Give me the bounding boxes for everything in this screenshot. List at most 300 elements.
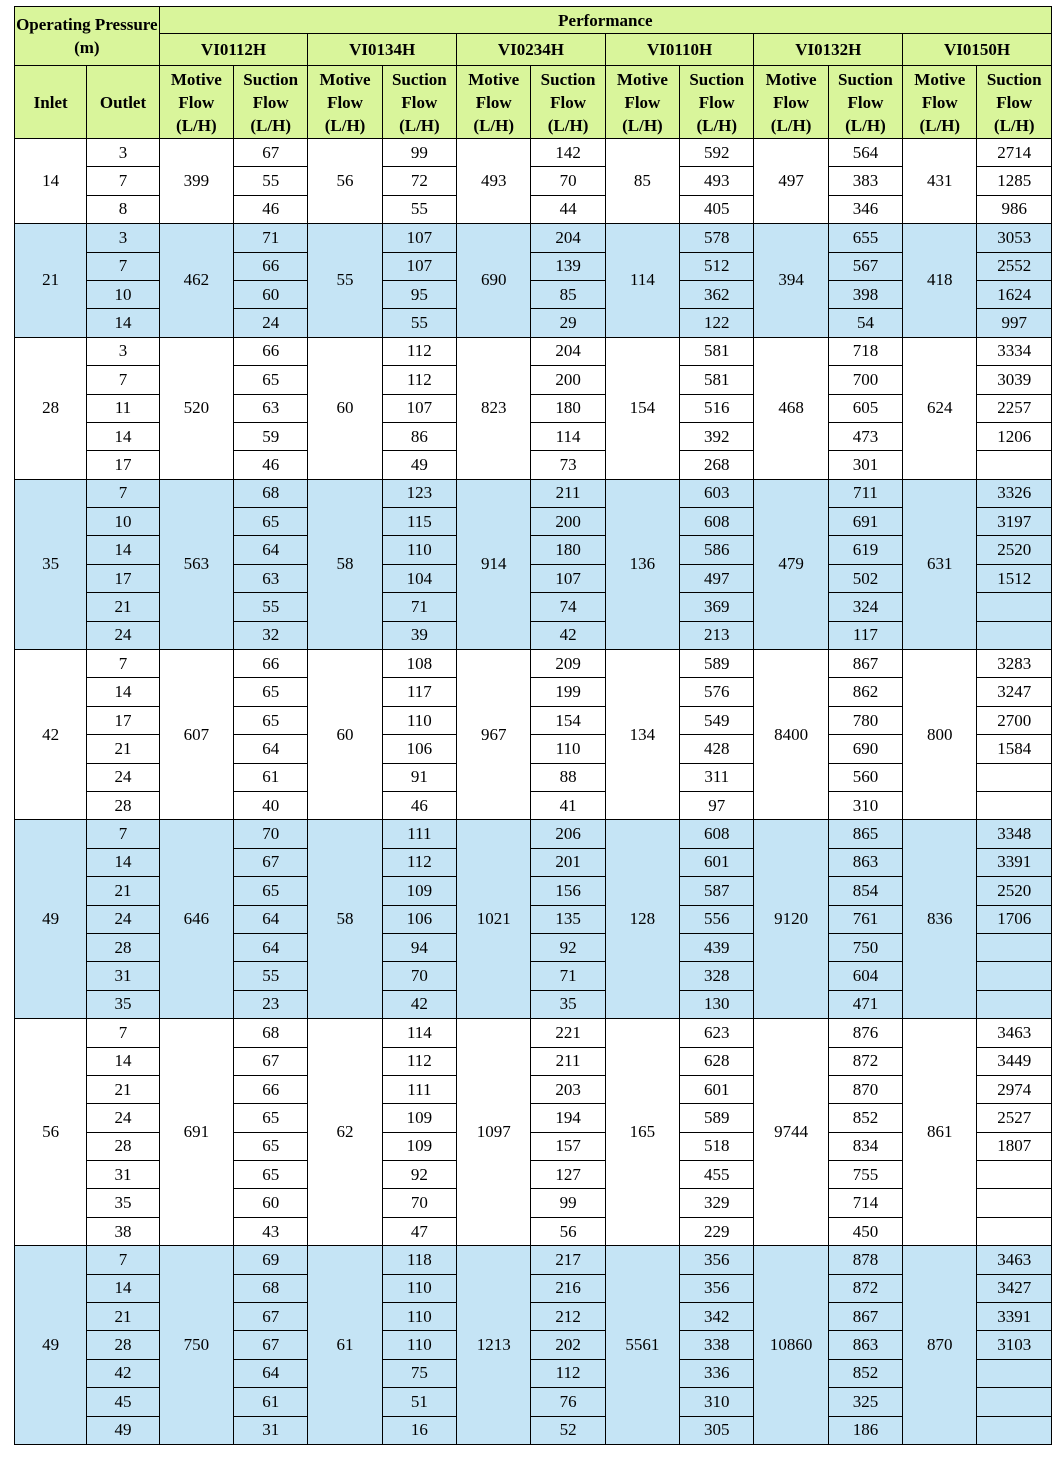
outlet-cell: 7 — [87, 366, 159, 394]
suction-flow-cell: 305 — [680, 1416, 754, 1444]
motive-flow-cell: 690 — [457, 224, 531, 338]
suction-flow-cell: 71 — [234, 224, 308, 252]
motive-flow-cell: 62 — [308, 1019, 382, 1246]
suction-flow-cell: 63 — [234, 394, 308, 422]
outlet-cell: 28 — [87, 791, 159, 819]
suction-flow-cell: 750 — [828, 933, 902, 961]
inlet-cell: 42 — [15, 650, 87, 820]
suction-flow-cell: 75 — [382, 1359, 456, 1387]
model-header: VI0112H — [159, 34, 308, 66]
motive-flow-cell: 136 — [605, 479, 679, 649]
suction-flow-cell: 587 — [680, 877, 754, 905]
suction-flow-cell: 32 — [234, 621, 308, 649]
suction-flow-cell: 63 — [234, 564, 308, 592]
suction-flow-cell: 608 — [680, 820, 754, 848]
suction-flow-cell: 878 — [828, 1246, 902, 1274]
header-line: (L/H) — [696, 115, 738, 135]
suction-flow-cell: 3449 — [977, 1047, 1052, 1075]
suction-flow-cell: 200 — [531, 508, 605, 536]
header-line: (L/H) — [993, 115, 1035, 135]
motive-flow-cell: 462 — [159, 224, 233, 338]
outlet-cell: 7 — [87, 820, 159, 848]
outlet-cell: 14 — [87, 536, 159, 564]
suction-flow-cell: 139 — [531, 252, 605, 280]
suction-flow-cell: 112 — [382, 366, 456, 394]
outlet-cell: 17 — [87, 451, 159, 479]
outlet-cell: 21 — [87, 735, 159, 763]
suction-flow-cell: 35 — [531, 990, 605, 1018]
outlet-cell: 7 — [87, 252, 159, 280]
suction-flow-cell: 111 — [382, 820, 456, 848]
suction-flow-cell: 512 — [680, 252, 754, 280]
suction-flow-cell: 201 — [531, 848, 605, 876]
header-line: Flow — [401, 92, 438, 112]
performance-table — [14, 6, 1052, 1445]
header-line: (L/H) — [919, 115, 961, 135]
suction-flow-cell: 3247 — [977, 678, 1052, 706]
suction-flow-cell: 589 — [680, 650, 754, 678]
header-line: Flow — [698, 92, 735, 112]
suction-flow-cell: 3427 — [977, 1274, 1052, 1302]
table-row — [15, 139, 1052, 167]
table-row — [15, 1246, 1052, 1274]
inlet-cell: 49 — [15, 820, 87, 1019]
header-line: Flow — [550, 92, 586, 112]
suction-flow-cell: 110 — [382, 1274, 456, 1302]
suction-flow-cell: 780 — [828, 706, 902, 734]
outlet-cell: 21 — [87, 593, 159, 621]
outlet-cell: 24 — [87, 905, 159, 933]
header-line: Flow — [475, 92, 512, 112]
outlet-cell: 42 — [87, 1359, 159, 1387]
motive-flow-cell: 128 — [605, 820, 679, 1019]
suction-flow-header — [828, 66, 902, 139]
header-line: (L/H) — [547, 115, 589, 135]
suction-flow-cell: 109 — [382, 877, 456, 905]
suction-flow-cell: 49 — [382, 451, 456, 479]
outlet-cell: 14 — [87, 678, 159, 706]
suction-flow-header — [234, 66, 308, 139]
suction-flow-cell: 502 — [828, 564, 902, 592]
outlet-cell: 24 — [87, 1104, 159, 1132]
suction-flow-cell: 118 — [382, 1246, 456, 1274]
suction-flow-cell — [977, 1217, 1052, 1245]
outlet-cell: 35 — [87, 990, 159, 1018]
suction-flow-cell: 362 — [680, 280, 754, 308]
motive-flow-cell: 399 — [159, 139, 233, 224]
motive-flow-cell: 967 — [457, 650, 531, 820]
suction-flow-cell: 1512 — [977, 564, 1052, 592]
header-line: (L/H) — [770, 115, 812, 135]
suction-flow-cell: 65 — [234, 508, 308, 536]
motive-flow-cell: 56 — [308, 139, 382, 224]
header-line: Motive — [616, 69, 668, 89]
motive-flow-cell: 836 — [903, 820, 977, 1019]
suction-flow-cell: 135 — [531, 905, 605, 933]
motive-flow-cell: 60 — [308, 337, 382, 479]
suction-flow-cell: 2257 — [977, 394, 1052, 422]
motive-flow-cell: 1213 — [457, 1246, 531, 1445]
suction-flow-cell: 40 — [234, 791, 308, 819]
suction-flow-cell: 92 — [531, 933, 605, 961]
suction-flow-cell: 867 — [828, 650, 902, 678]
header-line: Motive — [319, 69, 371, 89]
suction-flow-cell: 581 — [680, 337, 754, 365]
suction-flow-header — [531, 66, 605, 139]
suction-flow-cell: 1807 — [977, 1132, 1052, 1160]
suction-flow-cell: 65 — [234, 678, 308, 706]
suction-flow-cell: 204 — [531, 224, 605, 252]
pressure-group — [15, 139, 1052, 224]
pressure-group — [15, 224, 1052, 338]
suction-flow-cell: 59 — [234, 422, 308, 450]
suction-flow-header — [680, 66, 754, 139]
suction-flow-cell: 55 — [382, 195, 456, 223]
suction-flow-cell: 110 — [382, 536, 456, 564]
suction-flow-cell — [977, 451, 1052, 479]
motive-flow-cell: 10860 — [754, 1246, 828, 1445]
outlet-cell: 45 — [87, 1388, 159, 1416]
motive-flow-cell: 631 — [903, 479, 977, 649]
suction-flow-cell: 72 — [382, 167, 456, 195]
motive-flow-cell: 624 — [903, 337, 977, 479]
suction-flow-cell: 122 — [680, 309, 754, 337]
suction-flow-cell: 398 — [828, 280, 902, 308]
suction-flow-cell: 310 — [828, 791, 902, 819]
outlet-cell: 21 — [87, 1303, 159, 1331]
motive-flow-cell: 58 — [308, 820, 382, 1019]
suction-flow-cell: 2974 — [977, 1075, 1052, 1103]
suction-flow-cell: 107 — [382, 252, 456, 280]
suction-flow-cell: 47 — [382, 1217, 456, 1245]
suction-flow-cell: 69 — [234, 1246, 308, 1274]
suction-flow-cell: 94 — [382, 933, 456, 961]
suction-flow-cell: 592 — [680, 139, 754, 167]
suction-flow-cell: 209 — [531, 650, 605, 678]
suction-flow-cell: 42 — [382, 990, 456, 1018]
suction-flow-cell: 455 — [680, 1161, 754, 1189]
header-line: Motive — [765, 69, 817, 89]
suction-flow-cell: 114 — [382, 1019, 456, 1047]
suction-flow-cell: 342 — [680, 1303, 754, 1331]
header-line: (L/H) — [473, 115, 515, 135]
suction-flow-cell — [977, 1388, 1052, 1416]
suction-flow-cell: 2700 — [977, 706, 1052, 734]
suction-flow-cell: 60 — [234, 1189, 308, 1217]
suction-flow-cell: 73 — [531, 451, 605, 479]
outlet-cell: 3 — [87, 337, 159, 365]
suction-flow-cell: 211 — [531, 1047, 605, 1075]
motive-flow-cell: 493 — [457, 139, 531, 224]
suction-flow-cell: 156 — [531, 877, 605, 905]
suction-flow-cell: 111 — [382, 1075, 456, 1103]
suction-flow-cell: 67 — [234, 1047, 308, 1075]
suction-flow-cell: 601 — [680, 848, 754, 876]
suction-flow-cell: 66 — [234, 337, 308, 365]
header-line: (L/H) — [250, 115, 291, 135]
suction-flow-cell: 711 — [828, 479, 902, 507]
suction-flow-cell: 60 — [234, 280, 308, 308]
suction-flow-cell: 44 — [531, 195, 605, 223]
table-row — [15, 479, 1052, 507]
suction-flow-cell: 211 — [531, 479, 605, 507]
inlet-cell: 49 — [15, 1246, 87, 1445]
outlet-cell: 14 — [87, 1274, 159, 1302]
outlet-cell: 14 — [87, 848, 159, 876]
outlet-cell: 8 — [87, 195, 159, 223]
suction-flow-cell: 405 — [680, 195, 754, 223]
suction-flow-cell: 1624 — [977, 280, 1052, 308]
header-line: Flow — [773, 92, 810, 112]
suction-flow-cell: 700 — [828, 366, 902, 394]
suction-flow-cell: 2552 — [977, 252, 1052, 280]
suction-flow-cell: 608 — [680, 508, 754, 536]
header-line: Flow — [178, 92, 215, 112]
suction-flow-cell: 99 — [531, 1189, 605, 1217]
suction-flow-cell: 212 — [531, 1303, 605, 1331]
suction-flow-cell: 450 — [828, 1217, 902, 1245]
motive-flow-cell: 468 — [754, 337, 828, 479]
header-line: Flow — [847, 92, 884, 112]
outlet-cell: 7 — [87, 1019, 159, 1047]
suction-flow-cell: 383 — [828, 167, 902, 195]
suction-flow-cell: 142 — [531, 139, 605, 167]
suction-flow-cell: 834 — [828, 1132, 902, 1160]
outlet-cell: 38 — [87, 1217, 159, 1245]
suction-flow-cell: 865 — [828, 820, 902, 848]
motive-flow-cell: 9744 — [754, 1019, 828, 1246]
suction-flow-cell: 3197 — [977, 508, 1052, 536]
header-line: Flow — [921, 92, 958, 112]
outlet-cell: 17 — [87, 564, 159, 592]
suction-flow-cell: 68 — [234, 479, 308, 507]
suction-flow-cell: 61 — [234, 763, 308, 791]
suction-flow-cell: 64 — [234, 735, 308, 763]
motive-flow-header — [754, 66, 828, 139]
suction-flow-cell: 718 — [828, 337, 902, 365]
suction-flow-cell: 204 — [531, 337, 605, 365]
header-line: Flow — [252, 92, 289, 112]
suction-flow-cell: 3391 — [977, 1303, 1052, 1331]
suction-flow-cell: 691 — [828, 508, 902, 536]
motive-flow-cell: 154 — [605, 337, 679, 479]
suction-flow-cell: 99 — [382, 139, 456, 167]
motive-flow-cell: 394 — [754, 224, 828, 338]
suction-flow-cell: 1206 — [977, 422, 1052, 450]
suction-flow-cell: 3053 — [977, 224, 1052, 252]
operating-pressure-header: Operating Pressure (m) — [15, 7, 160, 66]
suction-flow-cell: 16 — [382, 1416, 456, 1444]
suction-flow-cell — [977, 1189, 1052, 1217]
suction-flow-cell: 392 — [680, 422, 754, 450]
suction-flow-cell: 194 — [531, 1104, 605, 1132]
suction-flow-cell: 356 — [680, 1246, 754, 1274]
pressure-group — [15, 479, 1052, 649]
header-line: Suction — [243, 69, 299, 89]
motive-flow-cell: 691 — [159, 1019, 233, 1246]
pressure-group — [15, 1246, 1052, 1445]
suction-flow-cell: 65 — [234, 1104, 308, 1132]
header-line: Flow — [996, 92, 1033, 112]
suction-flow-cell: 51 — [382, 1388, 456, 1416]
outlet-cell: 28 — [87, 1132, 159, 1160]
motive-flow-cell: 58 — [308, 479, 382, 649]
inlet-cell: 21 — [15, 224, 87, 338]
outlet-cell: 14 — [87, 422, 159, 450]
suction-flow-cell: 112 — [382, 337, 456, 365]
motive-flow-header — [308, 66, 382, 139]
suction-flow-cell: 310 — [680, 1388, 754, 1416]
motive-flow-cell: 1097 — [457, 1019, 531, 1246]
suction-flow-cell: 130 — [680, 990, 754, 1018]
outlet-cell: 10 — [87, 508, 159, 536]
suction-flow-cell: 46 — [234, 195, 308, 223]
motive-flow-cell: 8400 — [754, 650, 828, 820]
suction-flow-cell: 369 — [680, 593, 754, 621]
model-header: VI0132H — [754, 34, 903, 66]
motive-flow-cell: 823 — [457, 337, 531, 479]
outlet-header: Outlet — [87, 66, 159, 139]
header-line: Motive — [468, 69, 520, 89]
suction-flow-cell: 55 — [234, 167, 308, 195]
motive-flow-cell: 1021 — [457, 820, 531, 1019]
model-header: VI0234H — [457, 34, 606, 66]
motive-flow-cell: 870 — [903, 1246, 977, 1445]
suction-flow-cell: 325 — [828, 1388, 902, 1416]
suction-flow-cell: 852 — [828, 1359, 902, 1387]
pressure-group — [15, 1019, 1052, 1246]
header-line: Suction — [838, 69, 893, 89]
suction-flow-cell: 46 — [234, 451, 308, 479]
suction-flow-cell: 68 — [234, 1274, 308, 1302]
pressure-group — [15, 650, 1052, 820]
suction-flow-cell: 221 — [531, 1019, 605, 1047]
suction-flow-cell: 56 — [531, 1217, 605, 1245]
model-header: VI0110H — [605, 34, 754, 66]
suction-flow-cell: 3334 — [977, 337, 1052, 365]
suction-flow-cell: 1584 — [977, 735, 1052, 763]
suction-flow-cell: 268 — [680, 451, 754, 479]
suction-flow-cell: 852 — [828, 1104, 902, 1132]
suction-flow-cell: 117 — [828, 621, 902, 649]
suction-flow-cell: 65 — [234, 877, 308, 905]
suction-flow-cell: 67 — [234, 848, 308, 876]
motive-flow-cell: 800 — [903, 650, 977, 820]
suction-flow-cell: 64 — [234, 1359, 308, 1387]
suction-flow-cell: 863 — [828, 1331, 902, 1359]
outlet-cell: 21 — [87, 1075, 159, 1103]
suction-flow-cell: 2520 — [977, 877, 1052, 905]
suction-flow-cell: 95 — [382, 280, 456, 308]
suction-flow-cell — [977, 791, 1052, 819]
table-row — [15, 650, 1052, 678]
inlet-cell: 35 — [15, 479, 87, 649]
suction-flow-cell — [977, 933, 1052, 961]
suction-flow-cell: 66 — [234, 650, 308, 678]
suction-flow-cell: 329 — [680, 1189, 754, 1217]
outlet-cell: 49 — [87, 1416, 159, 1444]
suction-flow-cell: 70 — [531, 167, 605, 195]
suction-flow-cell: 112 — [531, 1359, 605, 1387]
suction-flow-cell: 229 — [680, 1217, 754, 1245]
suction-flow-cell: 213 — [680, 621, 754, 649]
suction-flow-cell: 870 — [828, 1075, 902, 1103]
suction-flow-cell: 52 — [531, 1416, 605, 1444]
outlet-cell: 3 — [87, 139, 159, 167]
motive-flow-cell: 418 — [903, 224, 977, 338]
suction-flow-cell: 518 — [680, 1132, 754, 1160]
motive-flow-cell: 914 — [457, 479, 531, 649]
outlet-cell: 28 — [87, 933, 159, 961]
suction-flow-cell: 54 — [828, 309, 902, 337]
table-row — [15, 224, 1052, 252]
suction-flow-cell: 117 — [382, 678, 456, 706]
suction-flow-cell: 29 — [531, 309, 605, 337]
motive-flow-cell: 165 — [605, 1019, 679, 1246]
suction-flow-cell: 70 — [382, 962, 456, 990]
suction-flow-cell: 86 — [382, 422, 456, 450]
motive-flow-cell: 431 — [903, 139, 977, 224]
suction-flow-cell: 39 — [382, 621, 456, 649]
suction-flow-cell: 70 — [382, 1189, 456, 1217]
suction-flow-cell: 623 — [680, 1019, 754, 1047]
header-line: Motive — [914, 69, 966, 89]
suction-flow-cell: 356 — [680, 1274, 754, 1302]
outlet-cell: 35 — [87, 1189, 159, 1217]
suction-flow-cell: 564 — [828, 139, 902, 167]
suction-flow-cell: 655 — [828, 224, 902, 252]
suction-flow-cell: 601 — [680, 1075, 754, 1103]
outlet-cell: 21 — [87, 877, 159, 905]
suction-flow-cell: 112 — [382, 848, 456, 876]
suction-flow-cell — [977, 621, 1052, 649]
outlet-cell: 28 — [87, 1331, 159, 1359]
motive-flow-cell: 861 — [903, 1019, 977, 1246]
suction-flow-cell: 328 — [680, 962, 754, 990]
suction-flow-cell: 997 — [977, 309, 1052, 337]
suction-flow-cell: 867 — [828, 1303, 902, 1331]
suction-flow-cell: 862 — [828, 678, 902, 706]
suction-flow-cell — [977, 962, 1052, 990]
suction-flow-cell: 605 — [828, 394, 902, 422]
suction-flow-cell: 346 — [828, 195, 902, 223]
suction-flow-cell: 43 — [234, 1217, 308, 1245]
suction-flow-cell: 107 — [382, 224, 456, 252]
pressure-group — [15, 820, 1052, 1019]
header-line: Suction — [689, 69, 745, 89]
suction-flow-cell: 115 — [382, 508, 456, 536]
suction-flow-cell: 578 — [680, 224, 754, 252]
suction-flow-cell: 92 — [382, 1161, 456, 1189]
suction-flow-cell: 42 — [531, 621, 605, 649]
suction-flow-cell: 110 — [382, 1303, 456, 1331]
suction-flow-cell: 104 — [382, 564, 456, 592]
table-row — [15, 820, 1052, 848]
suction-flow-cell — [977, 990, 1052, 1018]
suction-flow-cell: 68 — [234, 1019, 308, 1047]
suction-flow-cell: 106 — [382, 905, 456, 933]
suction-flow-cell: 301 — [828, 451, 902, 479]
suction-flow-cell — [977, 1416, 1052, 1444]
suction-flow-cell: 3463 — [977, 1019, 1052, 1047]
suction-flow-cell: 67 — [234, 1331, 308, 1359]
suction-flow-cell: 65 — [234, 1161, 308, 1189]
motive-flow-cell: 563 — [159, 479, 233, 649]
suction-flow-cell: 714 — [828, 1189, 902, 1217]
suction-flow-cell: 2520 — [977, 536, 1052, 564]
header-line: (L/H) — [845, 115, 886, 135]
motive-flow-header — [903, 66, 977, 139]
